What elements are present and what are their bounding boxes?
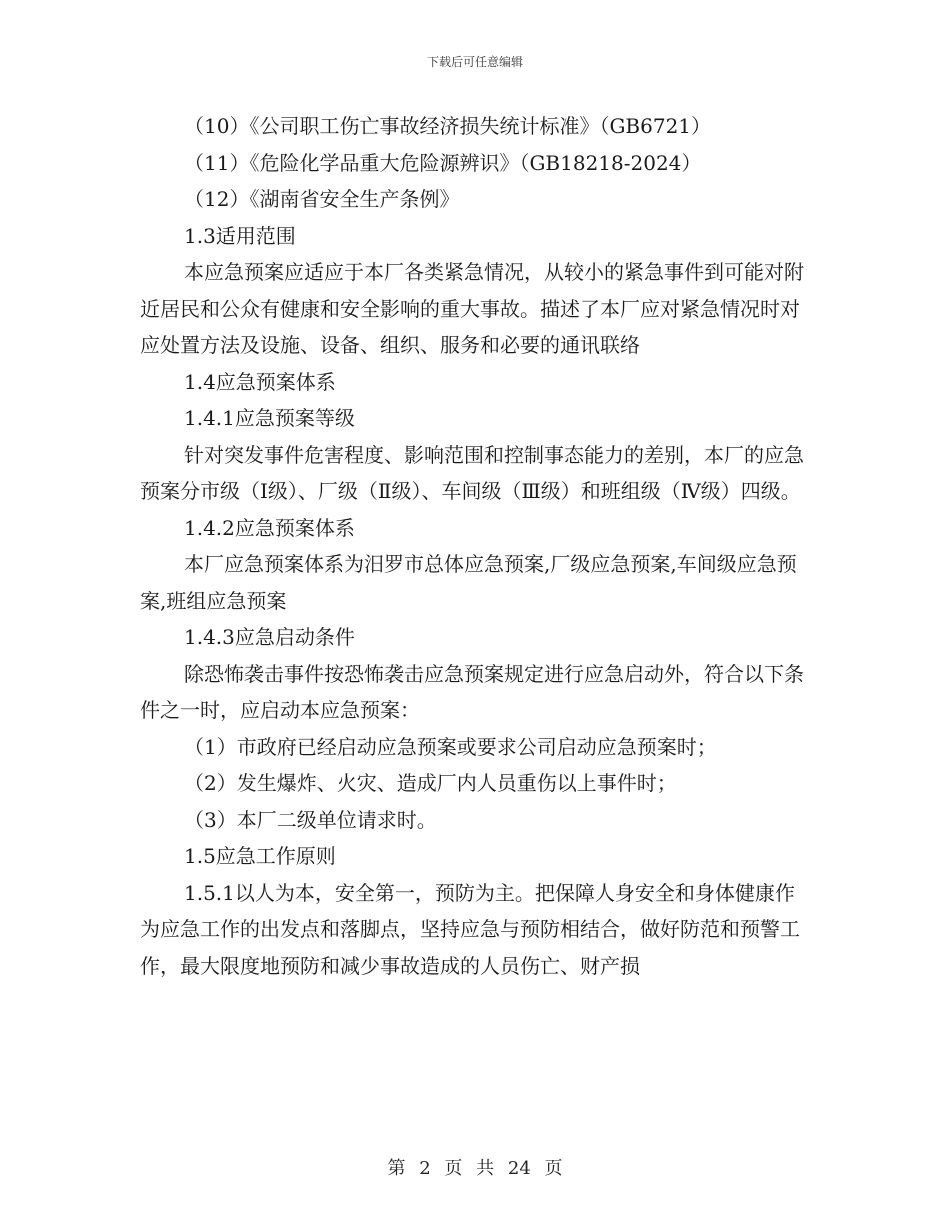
condition-item-3: （3）本厂二级单位请求时。 (184, 807, 437, 832)
paragraph-trigger: 除恐怖袭击事件按恐怖袭击应急预案规定进行应急启动外，符合以下条件之一时，应启动本应急预案： (140, 661, 804, 722)
page-label: 第 (387, 1158, 406, 1179)
page-unit: 页 (444, 1158, 463, 1179)
section-heading-1-5: 1.5应急工作原则 (184, 844, 336, 868)
reference-item-11: （11）《危险化学品重大危险源辨识》（GB18218-2024） (184, 150, 702, 175)
section-heading-1-4-1: 1.4.1应急预案等级 (184, 406, 355, 430)
page-number: 2 (419, 1158, 431, 1179)
reference-item-10: （10）《公司职工伤亡事故经济损失统计标准》（GB6721） (184, 114, 712, 138)
section-heading-1-4-3: 1.4.3应急启动条件 (184, 625, 355, 649)
paragraph-scope: 本应急预案应适应于本厂各类紧急情况，从较小的紧急事件到可能对附近居民和公众有健康和安全影响的重大事故。描述了本厂应对紧急情况时对应处置方法及设施、设备、组织、服务和必要的通讯联络 (140, 260, 804, 357)
paragraph-levels: 针对突发事件危害程度、影响范围和控制事态能力的差别，本厂的应急预案分市级（Ⅰ级）、厂级（Ⅱ级）、车间级（Ⅲ级）和班组级（Ⅳ级）四级。 (140, 442, 804, 503)
condition-item-2: （2）发生爆炸、火灾、造成厂内人员重伤以上事件时； (184, 771, 677, 795)
paragraph-system: 本厂应急预案体系为汨罗市总体应急预案,厂级应急预案,车间级应急预案,班组应急预案 (140, 552, 797, 613)
page-footer (0, 1154, 950, 1180)
document-body (140, 108, 810, 984)
reference-item-12: （12）《湖南省安全生产条例》 (184, 187, 460, 211)
section-heading-1-4-2: 1.4.2应急预案体系 (184, 515, 355, 540)
total-label: 共 (476, 1158, 495, 1179)
condition-item-1: （1）市政府已经启动应急预案或要求公司启动应急预案时； (184, 734, 717, 759)
paragraph-principle-1: 1.5.1以人为本，安全第一，预防为主。把保障人身安全和身体健康作为应急工作的出发点和落脚点，坚持应急与预防相结合，做好防范和预警工作，最大限度地预防和减少事故造成的人员伤亡、财产损 (140, 880, 800, 978)
section-heading-1-3: 1.3适用范围 (184, 223, 296, 248)
total-unit: 页 (544, 1158, 563, 1179)
section-heading-1-4: 1.4应急预案体系 (184, 369, 336, 394)
page-header: 下载后可任意编辑 (426, 55, 523, 69)
total-pages: 24 (507, 1158, 531, 1179)
